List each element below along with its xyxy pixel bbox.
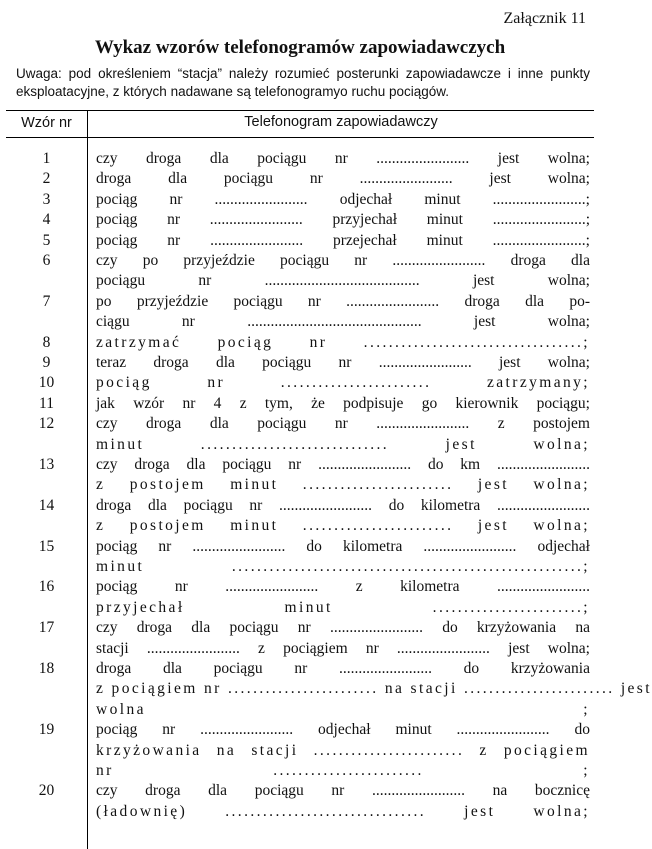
row-number: 16: [38, 578, 55, 596]
row-text-line: pociąg nr ........................ przejechał minut ........................;: [96, 231, 590, 249]
row-text-line: pociąg nr ........................ zatrzymany;: [96, 374, 590, 392]
row-text-line: pociąg nr ........................ odjechał minut ........................ do: [96, 721, 590, 739]
row-text-line: czy droga dla pociągu nr ........................ jest wolna;: [96, 150, 590, 167]
row-text: [96, 781, 590, 822]
row-number: 2: [42, 170, 51, 188]
row-text: [96, 169, 590, 189]
row-text-line: (ładownię) ................................ jest wolna;: [96, 802, 590, 820]
table-row: [6, 414, 594, 455]
row-text-line: zatrzymać pociąg nr ...................................;: [96, 333, 590, 351]
table-row: [6, 496, 594, 537]
row-text-line: z postojem minut ........................ jest wolna;: [96, 517, 590, 535]
table-row: [6, 149, 594, 169]
table-row: [6, 231, 594, 251]
row-text: [96, 231, 590, 251]
row-number: 1: [42, 150, 51, 167]
table-row: [6, 353, 594, 373]
row-number: 15: [38, 537, 55, 555]
row-text-line: droga dla pociągu nr ........................ do krzyżowania: [96, 660, 590, 677]
table-row: [6, 251, 594, 292]
row-text: [96, 333, 590, 353]
attachment-label: Załącznik 11: [503, 10, 586, 27]
table-row: [6, 394, 594, 414]
row-text-line: nr ........................ ;: [96, 762, 590, 779]
row-text: [96, 496, 590, 537]
row-text-line: pociąg nr ........................ odjechał minut ........................;: [96, 190, 590, 208]
row-text: [96, 353, 590, 373]
row-text-line: czy po przyjeździe pociągu nr ........................ droga dla: [96, 252, 590, 269]
row-text: [96, 373, 590, 393]
row-text-line: droga dla pociągu nr ........................ jest wolna;: [96, 170, 590, 188]
row-text-line: minut ........................................................;: [96, 558, 590, 575]
row-text-line: krzyżowania na stacji ........................ z pociągiem: [96, 741, 590, 759]
row-text: [96, 292, 590, 333]
row-text-line: wolna ;: [96, 700, 590, 718]
table-row: [6, 781, 594, 822]
table-row: [6, 659, 652, 720]
row-text-line: czy droga dla pociągu nr ........................ z postojem: [96, 415, 590, 433]
row-number: 4: [42, 211, 51, 229]
row-text: [96, 251, 590, 292]
row-number: 12: [38, 415, 55, 433]
row-text-line: przyjechał minut ........................;: [96, 598, 590, 616]
row-number: 13: [38, 456, 55, 473]
row-text: [96, 414, 590, 455]
row-text: [96, 537, 590, 578]
table-row: [6, 373, 594, 393]
row-text-line: ciągu nr ............................................. jest wolna;: [96, 313, 590, 331]
table-row: [6, 537, 594, 578]
table-row: [6, 720, 594, 781]
row-text-line: pociąg nr ........................ przyjechał minut ........................;: [96, 211, 590, 229]
row-text-line: po przyjeździe pociągu nr ........................ droga dla po-: [96, 292, 590, 310]
row-number: 18: [38, 660, 55, 677]
row-number: 10: [38, 374, 55, 392]
row-text-line: droga dla pociągu nr ........................ do kilometra ........................: [96, 496, 590, 514]
row-text-line: teraz droga dla pociągu nr ........................ jest wolna;: [96, 354, 590, 371]
table-row: [6, 618, 594, 659]
row-text: [96, 455, 590, 496]
row-text-line: pociąg nr ........................ z kilometra ........................: [96, 578, 590, 596]
row-text-line: z pociągiem nr ........................ na stacji ........................ jest: [96, 680, 652, 698]
row-text-line: jak wzór nr 4 z tym, że podpisuje go kierownik pociągu;: [96, 394, 590, 412]
row-number: 20: [38, 782, 55, 800]
row-text: [96, 394, 590, 414]
row-number: 14: [38, 496, 55, 514]
row-text-line: minut .............................. jest wolna;: [96, 435, 590, 453]
row-text: [96, 618, 590, 659]
row-number: 17: [38, 619, 55, 637]
column-header-number: Wzór nr: [21, 115, 72, 131]
row-text: [96, 210, 590, 230]
table-row: [6, 169, 594, 189]
row-number: 5: [42, 231, 51, 249]
row-text-line: z postojem minut ........................ jest wolna;: [96, 476, 590, 494]
row-text: [96, 149, 590, 169]
note-paragraph: Uwaga: pod określeniem “stacja” należy rozumieć posterunki zapowiadawcze i inne punkty eksploatacyjne, z których nadawane są telefonogramyo ruchu pociągów.: [16, 66, 590, 99]
row-text-line: czy droga dla pociągu nr ........................ do krzyżowania na: [96, 619, 590, 637]
row-text: [96, 577, 590, 618]
row-text: [96, 190, 590, 210]
column-header-text: Telefonogram zapowiadawczy: [244, 114, 438, 130]
page-title: Wykaz wzorów telefonogramów zapowiadawczych: [94, 37, 506, 58]
row-number: 3: [42, 190, 51, 208]
row-number: 6: [42, 252, 51, 269]
table-row: [6, 455, 594, 496]
row-text: [96, 720, 590, 781]
row-number: 11: [39, 394, 54, 412]
row-text: [96, 659, 652, 720]
row-text-line: pociągu nr ........................................ jest wolna;: [96, 272, 590, 290]
row-number: 9: [42, 354, 51, 371]
row-number: 8: [42, 333, 51, 351]
table-row: [6, 577, 594, 618]
row-text-line: stacji ........................ z pociągiem nr ........................ jest wolna;: [96, 639, 590, 657]
telephonogram-table: [6, 110, 652, 849]
table-row: [6, 292, 594, 333]
header-divider: [6, 137, 594, 138]
row-text-line: pociąg nr ........................ do kilometra ........................ odjechał: [96, 537, 590, 555]
table-row: [6, 190, 594, 210]
row-number: 7: [42, 292, 51, 310]
table-row: [6, 333, 594, 353]
row-text-line: czy droga dla pociągu nr ........................ do km ........................: [96, 456, 590, 473]
table-row: [6, 210, 594, 230]
row-text-line: czy droga dla pociągu nr ........................ na bocznicę: [96, 782, 590, 800]
row-number: 19: [38, 721, 55, 739]
